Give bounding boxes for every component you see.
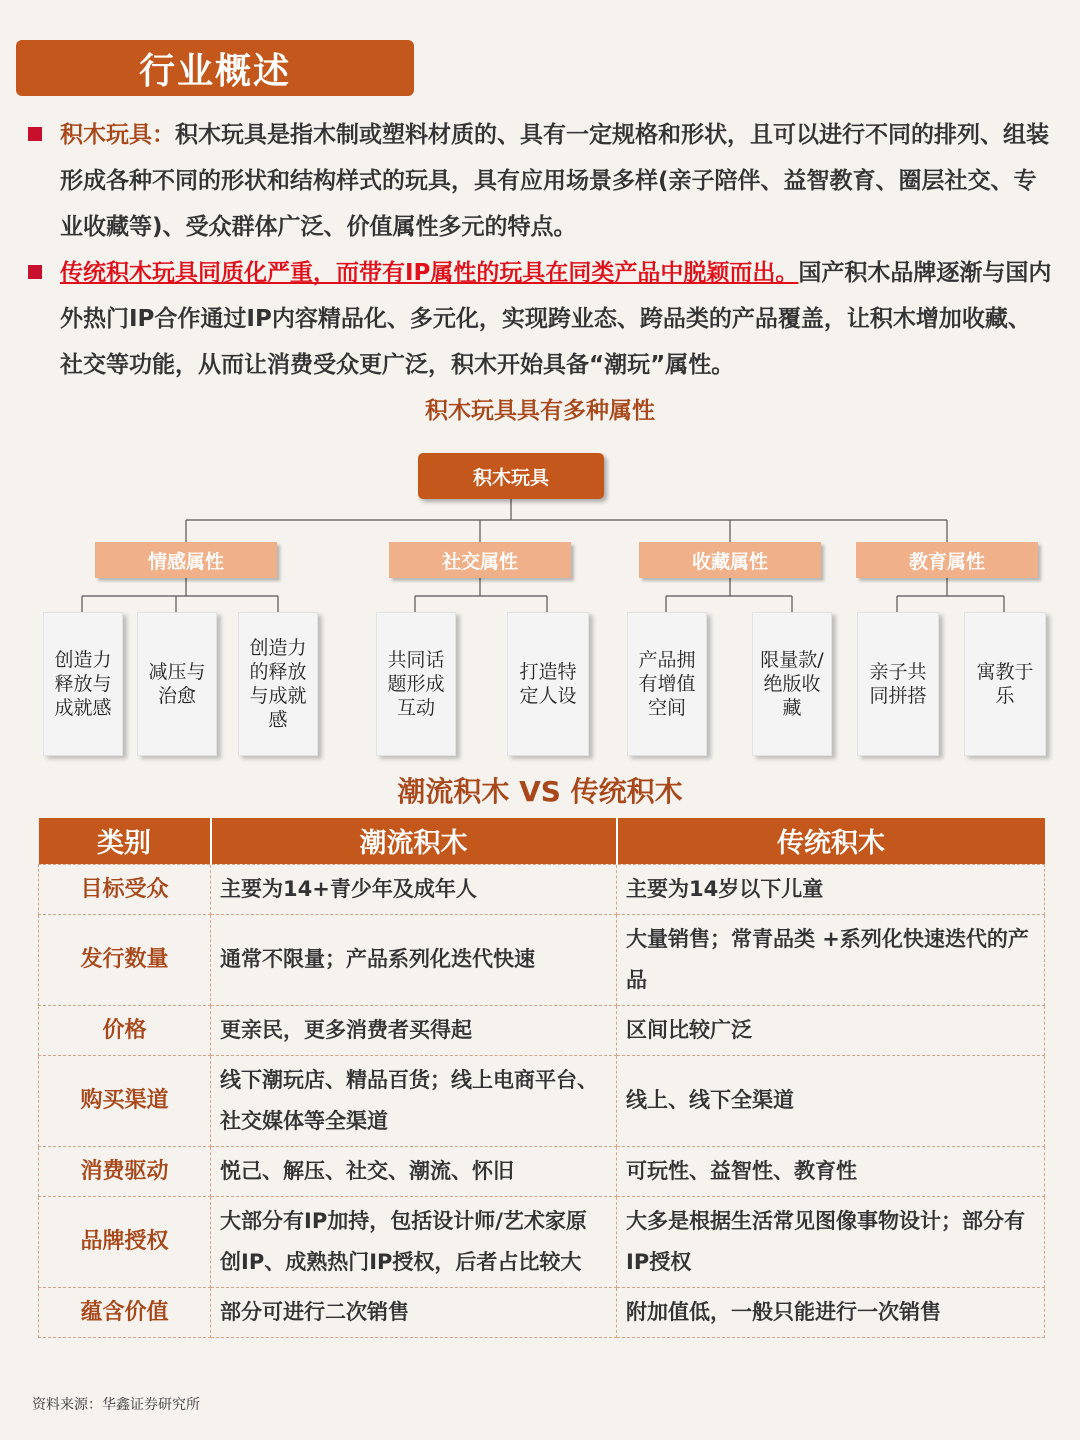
leaf-node: 限量款/绝版收藏 bbox=[752, 612, 832, 756]
category-social: 社交属性 bbox=[389, 542, 571, 578]
trendy-cell: 更亲民，更多消费者买得起 bbox=[211, 1005, 617, 1055]
row-label: 购买渠道 bbox=[39, 1055, 211, 1146]
intro-text-1: 积木玩具是指木制或塑料材质的、具有一定规格和形状，且可以进行不同的排列、组装形成各种不同的形状和结构样式的玩具，具有应用场景多样(亲子陪伴、益智教育、圈层社交、专业收藏等)、受众群体广泛、价值属性多元的特点。 bbox=[60, 122, 1049, 240]
traditional-cell: 附加值低，一般只能进行一次销售 bbox=[617, 1287, 1045, 1337]
table-row bbox=[39, 914, 1045, 1005]
leaf-node: 寓教于乐 bbox=[964, 612, 1046, 756]
leaf-node: 减压与治愈 bbox=[137, 612, 217, 756]
row-label: 目标受众 bbox=[39, 864, 211, 914]
comparison-table bbox=[38, 818, 1045, 1338]
trendy-cell: 主要为14+青少年及成年人 bbox=[211, 864, 617, 914]
header-trendy: 潮流积木 bbox=[211, 818, 617, 864]
row-label: 品牌授权 bbox=[39, 1196, 211, 1287]
table-row bbox=[39, 1146, 1045, 1196]
header-traditional: 传统积木 bbox=[617, 818, 1045, 864]
traditional-cell: 大多是根据生活常见图像事物设计；部分有IP授权 bbox=[617, 1196, 1045, 1287]
leaf-node: 产品拥有增值空间 bbox=[627, 612, 707, 756]
intro-highlight: 传统积木玩具同质化严重，而带有IP属性的玩具在同类产品中脱颖而出。 bbox=[60, 260, 799, 286]
row-label: 价格 bbox=[39, 1005, 211, 1055]
row-label: 蕴含价值 bbox=[39, 1287, 211, 1337]
table-row bbox=[39, 1287, 1045, 1337]
header-category: 类别 bbox=[39, 818, 211, 864]
trendy-cell: 部分可进行二次销售 bbox=[211, 1287, 617, 1337]
table-row bbox=[39, 1005, 1045, 1055]
tree-root-node: 积木玩具 bbox=[418, 453, 604, 499]
trendy-cell: 悦己、解压、社交、潮流、怀旧 bbox=[211, 1146, 617, 1196]
tree-connectors bbox=[0, 0, 1080, 620]
trendy-cell: 大部分有IP加持，包括设计师/艺术家原创IP、成熟热门IP授权，后者占比较大 bbox=[211, 1196, 617, 1287]
leaf-node: 共同话题形成互动 bbox=[376, 612, 456, 756]
traditional-cell: 可玩性、益智性、教育性 bbox=[617, 1146, 1045, 1196]
comparison-title: 潮流积木 VS 传统积木 bbox=[397, 775, 683, 808]
table-row bbox=[39, 1196, 1045, 1287]
row-label: 发行数量 bbox=[39, 914, 211, 1005]
category-collection: 收藏属性 bbox=[639, 542, 821, 578]
row-label: 消费驱动 bbox=[39, 1146, 211, 1196]
source-note: 资料来源：华鑫证券研究所 bbox=[32, 1397, 200, 1413]
traditional-cell: 线上、线下全渠道 bbox=[617, 1055, 1045, 1146]
intro-text-2: 国产积木品牌逐渐与国内外热门IP合作通过IP内容精品化、多元化，实现跨业态、跨品类的产品覆盖，让积木增加收藏、社交等功能，从而让消费受众更广泛，积木开始具备“潮玩”属性。 bbox=[60, 260, 1052, 378]
leaf-node: 打造特定人设 bbox=[507, 612, 589, 756]
traditional-cell: 区间比较广泛 bbox=[617, 1005, 1045, 1055]
category-emotion: 情感属性 bbox=[95, 542, 277, 578]
page-title: 行业概述 bbox=[16, 40, 414, 96]
tree-title: 积木玩具具有多种属性 bbox=[425, 398, 655, 424]
table-header-row bbox=[39, 818, 1045, 864]
leaf-node: 亲子共同拼搭 bbox=[857, 612, 939, 756]
trendy-cell: 通常不限量；产品系列化迭代快速 bbox=[211, 914, 617, 1005]
table-row bbox=[39, 864, 1045, 914]
traditional-cell: 大量销售；常青品类 +系列化快速迭代的产品 bbox=[617, 914, 1045, 1005]
leaf-node: 创造力的释放与成就感 bbox=[238, 612, 318, 756]
category-education: 教育属性 bbox=[856, 542, 1038, 578]
table-row bbox=[39, 1055, 1045, 1146]
traditional-cell: 主要为14岁以下儿童 bbox=[617, 864, 1045, 914]
leaf-node: 创造力释放与成就感 bbox=[43, 612, 123, 756]
intro-keyword: 积木玩具： bbox=[60, 122, 175, 148]
trendy-cell: 线下潮玩店、精品百货；线上电商平台、社交媒体等全渠道 bbox=[211, 1055, 617, 1146]
